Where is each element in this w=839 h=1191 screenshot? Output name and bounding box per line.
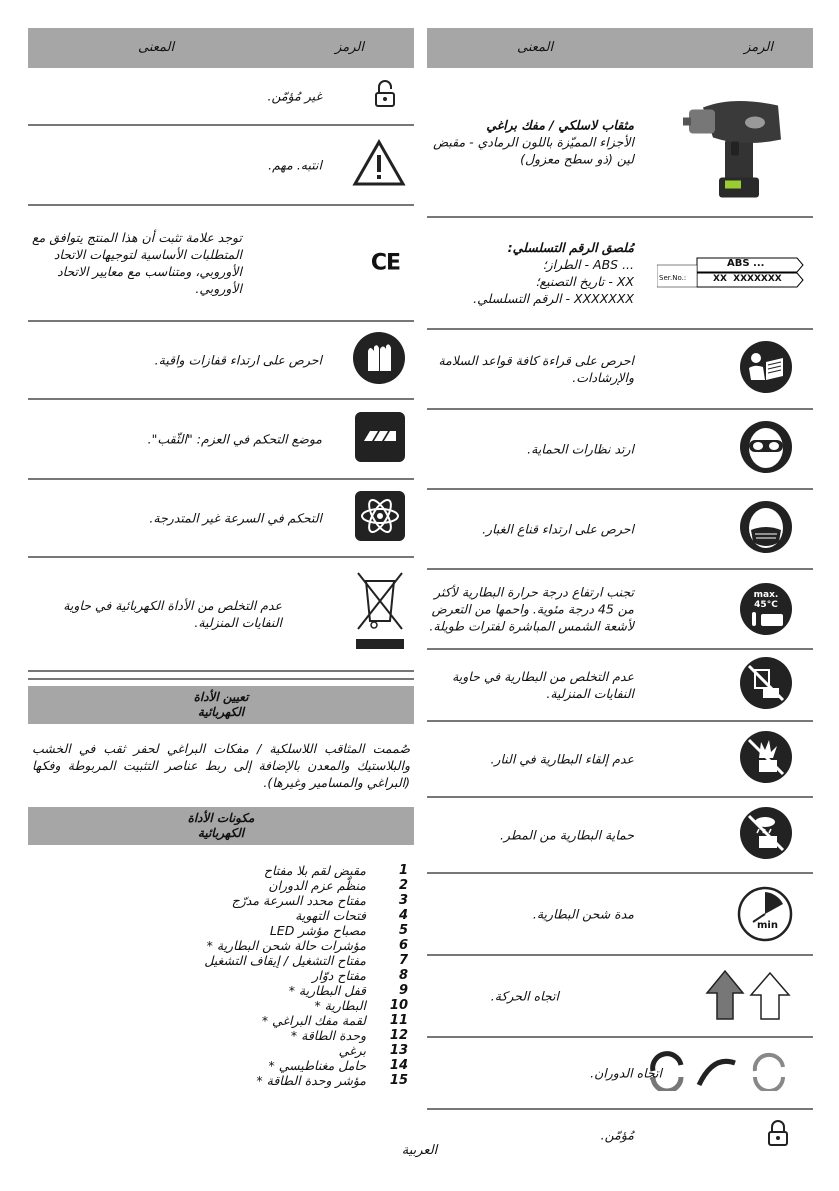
read-manual-icon <box>739 340 793 398</box>
ce-mark-icon <box>371 251 400 276</box>
row-text <box>429 239 634 307</box>
label-serial: XX XXXXXXX <box>713 274 782 284</box>
heading-line: تعيين الأداة <box>193 690 249 704</box>
table-row <box>427 1038 813 1110</box>
header-symbol: الرمز <box>335 40 364 55</box>
row-text: التحكم في السرعة غير المتدرجة. <box>149 510 322 526</box>
table-row <box>28 126 414 206</box>
symbols-table-right <box>427 28 813 1160</box>
item-number: 4 <box>398 908 408 923</box>
row-text: ارتد نظارات الحماية. <box>527 441 634 457</box>
item-number: 8 <box>398 968 408 983</box>
list-item <box>28 1028 414 1043</box>
ce-text: CE <box>370 250 400 276</box>
row-text: مُؤمّن. <box>600 1127 634 1143</box>
components-list <box>28 863 414 1088</box>
lock-open-icon <box>374 80 396 112</box>
item-label: مفتاح محدد السرعة مدرّج <box>231 893 366 908</box>
section-heading-assignment <box>28 686 414 724</box>
list-item <box>28 923 414 938</box>
item-label: برغي <box>338 1043 366 1058</box>
item-number: 7 <box>398 953 408 968</box>
heading-line: مكونات الأداة <box>187 811 255 825</box>
row-text: تجنب ارتفاع درجة حرارة البطارية لأكثر من 45 درجة مئوية. واحمها من التعرض لأشعة الشمس المباشرة لفترات طويلة. <box>429 584 634 634</box>
item-number: 12 <box>389 1028 408 1043</box>
divider <box>28 672 414 680</box>
row-line: XX - تاريخ التصنيع؛ <box>535 274 634 289</box>
item-label: حامل مغناطيسي * <box>268 1058 366 1073</box>
goggles-icon <box>739 420 793 478</box>
table-row <box>427 68 813 218</box>
item-label: منظّم عزم الدوران <box>268 878 366 893</box>
item-number: 9 <box>398 983 408 998</box>
table-row <box>28 206 414 322</box>
charge-time-icon <box>737 886 793 942</box>
weee-bin-icon <box>354 567 406 661</box>
row-text: عدم التخلص من البطارية في حاوية النفايات المنزلية. <box>452 669 634 701</box>
list-item <box>28 908 414 923</box>
list-item <box>28 1013 414 1028</box>
row-text: اتجاه الدوران. <box>590 1065 662 1081</box>
row-text: عدم إلقاء البطارية في النار. <box>490 751 634 767</box>
table-row <box>427 410 813 490</box>
row-text: احرص على ارتداء قناع الغبار. <box>482 521 634 537</box>
dust-mask-icon <box>739 500 793 558</box>
table-row <box>427 956 813 1038</box>
item-label: مفتاح دوّار <box>312 968 366 983</box>
list-item <box>28 953 414 968</box>
item-number: 13 <box>389 1043 408 1058</box>
row-text: احرص على ارتداء قفازات واقية. <box>154 352 322 368</box>
movement-direction-icon <box>703 965 793 1027</box>
item-number: 2 <box>398 878 408 893</box>
drill-mode-icon <box>354 411 406 467</box>
table-header <box>28 28 414 68</box>
table-row <box>427 570 813 650</box>
no-battery-bin-icon <box>739 656 793 714</box>
rain-battery-icon <box>739 806 793 864</box>
item-label: لقمة مفك البراغي * <box>261 1013 366 1028</box>
table-row <box>427 798 813 874</box>
list-item <box>28 968 414 983</box>
item-number: 10 <box>389 998 408 1013</box>
item-label: مؤشرات حالة شحن البطارية * <box>206 938 366 953</box>
list-item <box>28 1058 414 1073</box>
item-label: البطارية * <box>314 998 366 1013</box>
list-item <box>28 878 414 893</box>
no-fire-battery-icon <box>739 730 793 788</box>
item-number: 6 <box>398 938 408 953</box>
item-label: مقبض لقم بلا مفتاح <box>263 863 366 878</box>
table-row <box>28 400 414 480</box>
item-number: 11 <box>389 1013 408 1028</box>
table-row <box>427 650 813 722</box>
gloves-icon <box>352 331 406 389</box>
item-label: فتحات التهوية <box>295 908 366 923</box>
section-heading-components <box>28 807 414 845</box>
table-row <box>28 558 414 672</box>
row-text: احرص على قراءة كافة قواعد السلامة والإرشادات. <box>438 353 634 385</box>
item-label: مصباح مؤشر LED <box>269 923 366 938</box>
item-label: مؤشر وحدة الطاقة * <box>256 1073 366 1088</box>
item-number: 3 <box>398 893 408 908</box>
heading-line: الكهربائية <box>197 705 245 719</box>
row-title: مثقاب لاسلكي / مفك براغي <box>486 117 634 133</box>
label-prefix: Ser.No.: <box>659 274 687 282</box>
table-row <box>427 218 813 330</box>
table-row <box>427 874 813 956</box>
row-line: ... ABS - الطراز؛ <box>542 257 634 272</box>
heading-line: الكهربائية <box>197 826 245 840</box>
item-label: قفل البطارية * <box>288 983 366 998</box>
list-item <box>28 1073 414 1088</box>
row-text: غير مُؤمّن. <box>267 88 322 104</box>
table-row <box>427 722 813 798</box>
assignment-paragraph: صُممت المثاقب اللاسلكية / مفكات البراغي لحفر ثقب في الخشب والبلاستيك والمعدن بالإضافة إلى ربط عناصر التثبيت المربوطة وفكها (البراغي والمسامير وغيرها). <box>32 741 410 790</box>
item-number: 14 <box>389 1058 408 1073</box>
min-text: min <box>757 920 778 931</box>
item-number: 1 <box>398 863 408 878</box>
serial-label <box>657 256 805 290</box>
list-item <box>28 893 414 908</box>
row-text: مدة شحن البطارية. <box>532 906 634 922</box>
symbols-table-left <box>28 28 414 1088</box>
battery-temperature-icon <box>739 582 793 636</box>
row-line: XXXXXXX - الرقم التسلسلي. <box>473 291 634 306</box>
row-text: حماية البطارية من المطر. <box>499 827 634 843</box>
list-item <box>28 983 414 998</box>
table-row <box>28 322 414 400</box>
row-text <box>429 117 634 168</box>
header-meaning: المعنى <box>138 40 175 55</box>
row-description: الأجزاء المميّزة باللون الرمادي - مقبض لين (ذو سطح معزول) <box>433 134 634 167</box>
item-label: مفتاح التشغيل / إيقاف التشغيل <box>204 953 366 968</box>
row-title: مُلصق الرقم التسلسلي: <box>507 240 634 255</box>
item-label: وحدة الطاقة * <box>290 1028 366 1043</box>
item-number: 5 <box>398 923 408 938</box>
temp-text: max. 45°C <box>753 590 779 610</box>
row-text: توجد علامة تثبت أن هذا المنتج يتوافق مع المتطلبات الأساسية لتوجيهات الاتحاد الأوروبي، ومتناسب مع معايير الاتحاد الأوروبي. <box>32 230 242 296</box>
warning-triangle-icon <box>352 139 406 191</box>
list-item <box>28 938 414 953</box>
header-meaning: المعنى <box>517 40 554 55</box>
row-text: عدم التخلص من الأداة الكهربائية في حاوية النفايات المنزلية. <box>63 598 282 630</box>
table-row <box>427 490 813 570</box>
table-row <box>28 480 414 558</box>
row-text: انتبه. مهم. <box>268 157 322 173</box>
table-row <box>28 68 414 126</box>
rotation-direction-icon <box>643 1051 793 1095</box>
list-item <box>28 998 414 1013</box>
item-number: 15 <box>389 1073 408 1088</box>
footer-language: العربية <box>401 1143 438 1158</box>
header-symbol: الرمز <box>744 40 773 55</box>
label-model: ABS ... <box>727 258 765 269</box>
drill-image <box>683 78 793 207</box>
table-row <box>427 330 813 410</box>
list-item <box>28 863 414 878</box>
variable-speed-icon <box>354 490 406 546</box>
table-header <box>427 28 813 68</box>
row-text: موضع التحكم في العزم: "الثّقب". <box>147 431 322 447</box>
list-item <box>28 1043 414 1058</box>
row-text: اتجاه الحركة. <box>490 988 559 1004</box>
